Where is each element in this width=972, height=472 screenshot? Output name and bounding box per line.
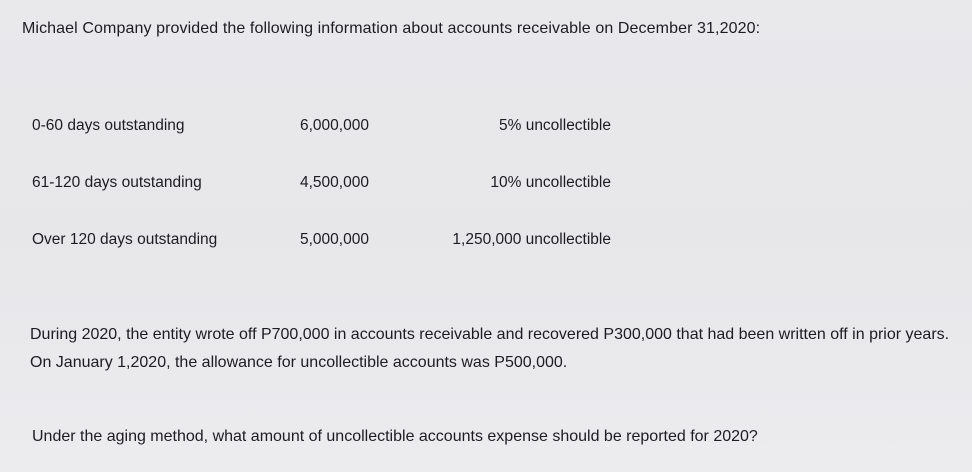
aging-amount: 5,000,000 [300, 231, 369, 248]
intro-text: Michael Company provided the following information about accounts receivable on December 31,2020: [22, 20, 761, 37]
aging-label: Over 120 days outstanding [32, 231, 218, 248]
aging-rate: 5% uncollectible [498, 117, 611, 134]
aging-label: 0-60 days outstanding [32, 117, 185, 134]
aging-amount: 4,500,000 [300, 174, 369, 191]
aging-rate: 1,250,000 uncollectible [452, 231, 611, 248]
aging-row [0, 117, 972, 139]
aging-amount: 6,000,000 [300, 117, 369, 134]
aging-row [0, 174, 972, 196]
question-text: Under the aging method, what amount of uncollectible accounts expense should be reported for 2020? [32, 428, 758, 445]
aging-rate: 10% uncollectible [490, 174, 611, 191]
aging-row [0, 231, 972, 253]
aging-label: 61-120 days outstanding [32, 174, 202, 191]
writeoff-paragraph: During 2020, the entity wrote off P700,000 in accounts receivable and recovered P300,000 that had been written off in prior years. On January 1,2020, the allowance for uncollectible accounts was P500,000. [30, 326, 950, 371]
